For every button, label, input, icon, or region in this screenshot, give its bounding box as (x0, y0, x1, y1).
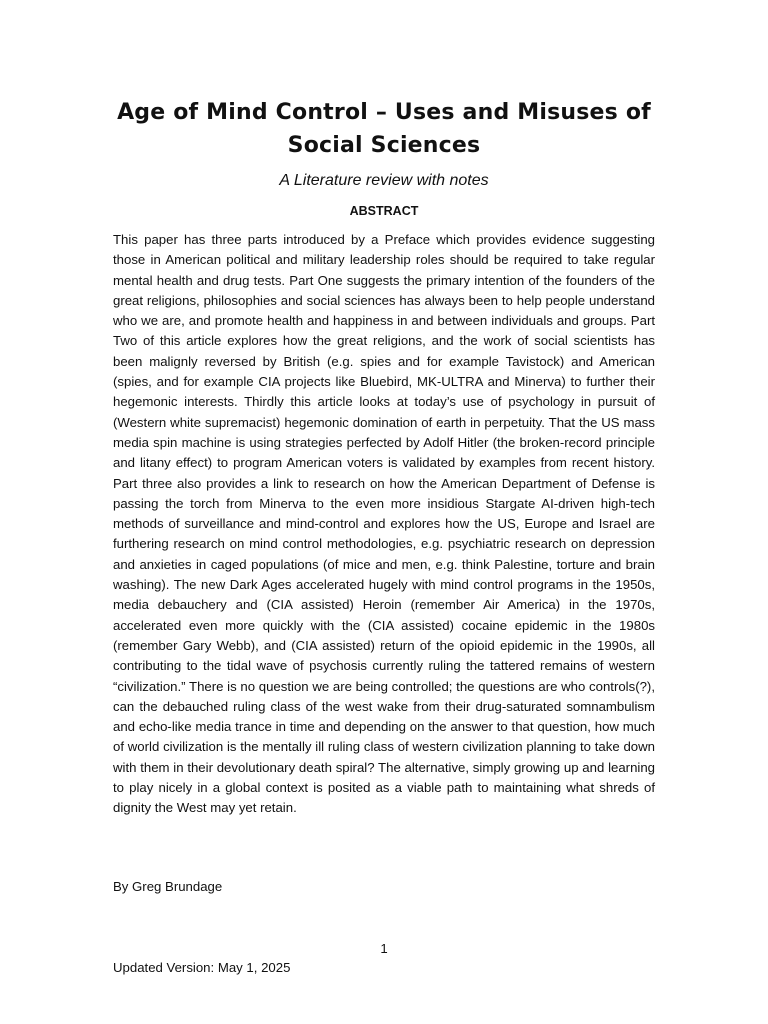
abstract-text: This paper has three parts introduced by a Preface which provides evidence suggesting those in American political and military leadership roles should be required to take regular mental health and drug tests. Part One suggests the primary intention of the founders of the great religions, philosophies and social sciences has always been to help people understand who we are, and promote health and happiness in and between individuals and groups. Part Two of this article explores how the great religions, and the work of social scientists has been malignly reversed by British (e.g. spies and for example Tavistock) and American (spies, and for example CIA projects like Bluebird, MK-ULTRA and Minerva) to further their hegemonic interests. Thirdly this article looks at today’s use of psychology in pursuit of (Western white supremacist) hegemonic domination of earth in perpetuity. That the US mass media spin machine is using strategies perfected by Adolf Hitler (the broken-record principle and litany effect) to program American voters is validated by examples from recent history. Part three also provides a link to research on how the American Department of Defense is passing the torch from Minerva to the even more insidious Stargate AI-driven high-tech methods of surveillance and mind-control and explores how the US, Europe and Israel are furthering research on mind control methodologies, e.g. psychiatric research on depression and anxieties in caged populations (of mice and men, e.g. think Palestine, torture and brain washing). The new Dark Ages accelerated hugely with mind control programs in the 1950s, media debauchery and (CIA assisted) Heroin (remember Air America) in the 1970s, accelerated even more quickly with the (CIA assisted) cocaine epidemic in the 1980s (remember Gary Webb), and (CIA assisted) return of the opioid epidemic in the 1990s, all contributing to the tidal wave of psychosis currently ruling the tattered remains of western “civilization.” There is no question we are being controlled; the questions are who controls(?), can the debauched ruling class of the west wake from their drug-saturated somnambulism and echo-like media trance in time and depending on the answer to that question, how much of world civilization is the mentally ill ruling class of western civilization planning to take down with them in their devolutionary death spiral? The alternative, simply growing up and learning to play nicely in a global context is posited as a viable path to maintaining what shreds of dignity the West may yet retain. (113, 232, 655, 816)
updated-version-note: Updated Version: May 1, 2025 (113, 960, 291, 975)
abstract-heading: ABSTRACT (349, 204, 419, 218)
title-line-1: Age of Mind Control – Uses and Misuses of (117, 100, 651, 125)
author-byline: By Greg Brundage (113, 879, 223, 894)
title-line-2: Social Sciences (287, 133, 481, 158)
document-title (100, 96, 668, 162)
page-number: 1 (380, 941, 388, 956)
document-subtitle: A Literature review with notes (279, 172, 489, 189)
